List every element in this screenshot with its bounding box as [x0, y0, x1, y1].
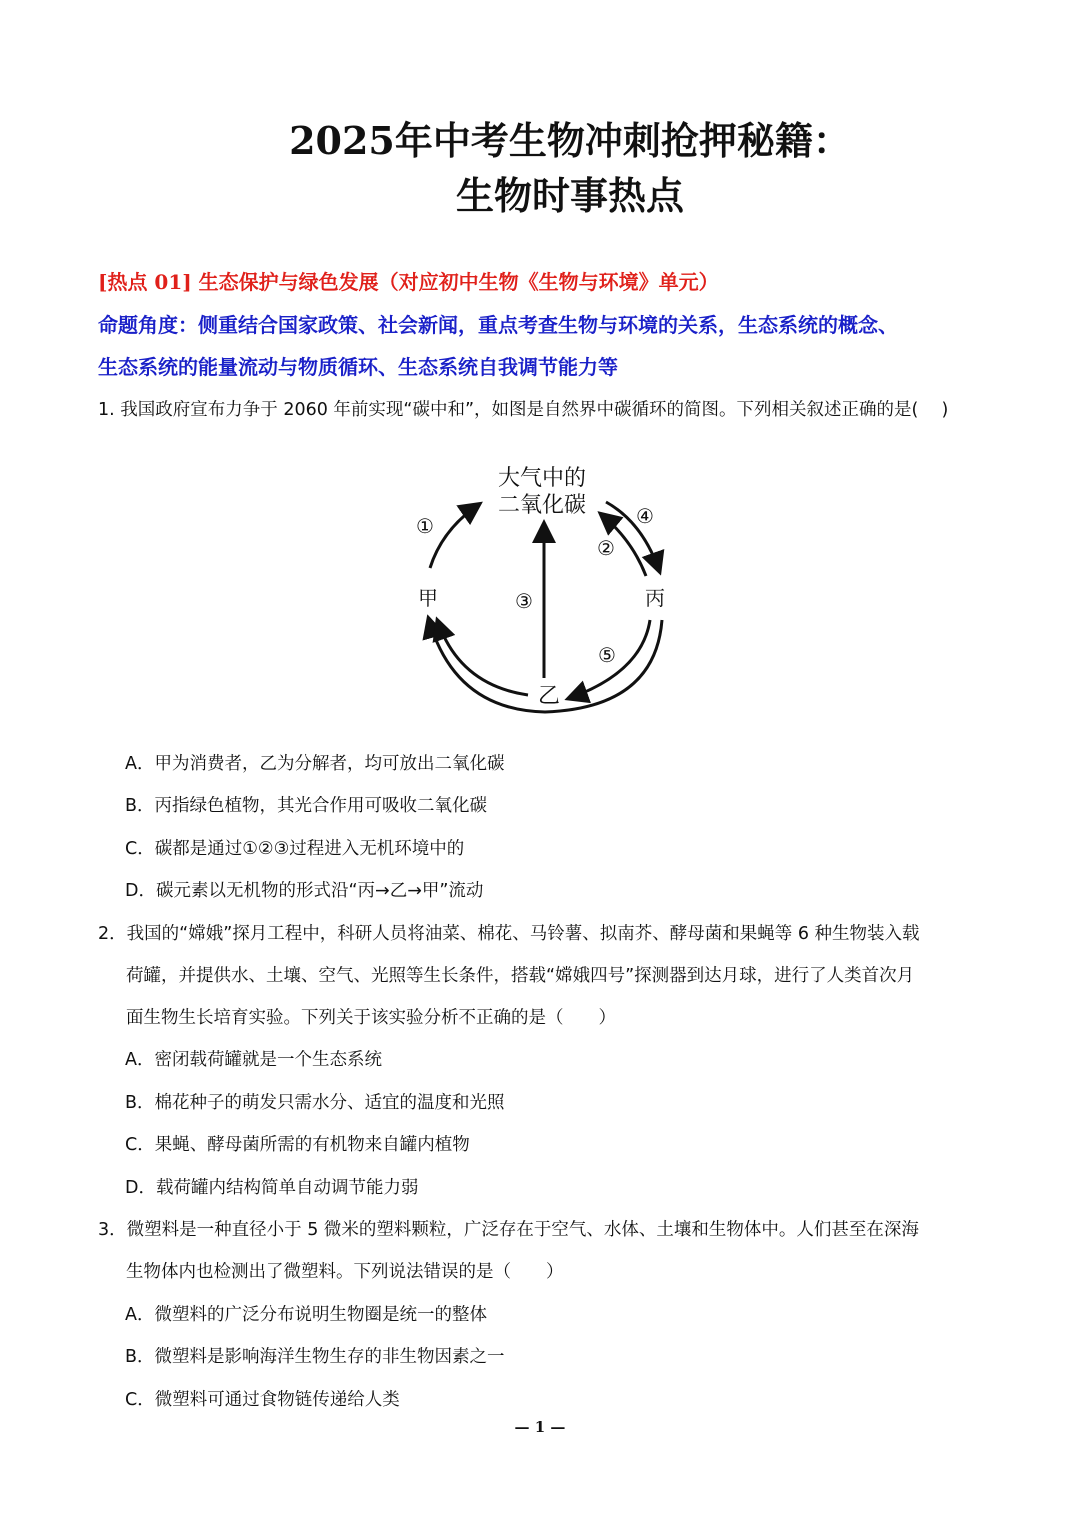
- co2-label-1: 大气中的: [498, 466, 587, 491]
- q1-option-d: D．碳元素以无机物的形式沿“丙→乙→甲”流动: [125, 881, 484, 901]
- label-4: ④: [636, 504, 654, 528]
- question-1-stem: 1. 我国政府宣布力争于 2060 年前实现“碳中和”，如图是自然界中碳循环的简图。下列相关叙述正确的是( ): [98, 400, 949, 420]
- label-2: ②: [597, 536, 615, 560]
- q2-line-2: 荷罐，并提供水、土壤、空气、光照等生长条件，搭载“嫦娥四号”探测器到达月球，进行了人类首次月: [126, 966, 915, 986]
- page-number: — 1 —: [514, 1418, 566, 1436]
- q2-line-3: 面生物生长培育实验。下列关于该实验分析不正确的是（ ）: [126, 1008, 616, 1028]
- title-line-1: 2025年中考生物冲刺抢押秘籍：: [289, 118, 851, 163]
- label-3: ③: [515, 589, 533, 613]
- arrow-yi-to-jia: [438, 622, 528, 695]
- arrow-1: [430, 505, 478, 568]
- q2-option-a: A．密闭载荷罐就是一个生态系统: [125, 1050, 382, 1070]
- q1-option-b: B．丙指绿色植物，其光合作用可吸收二氧化碳: [125, 796, 488, 816]
- q3-option-b: B．微塑料是影响海洋生物生存的非生物因素之一: [125, 1347, 505, 1367]
- q3-option-a: A．微塑料的广泛分布说明生物圈是统一的整体: [125, 1305, 487, 1325]
- q1-option-c: C．碳都是通过①②③过程进入无机环境中的: [125, 839, 465, 859]
- q3-option-c: C．微塑料可通过食物链传递给人类: [125, 1390, 400, 1410]
- q1-option-a: A．甲为消费者，乙为分解者，均可放出二氧化碳: [125, 754, 505, 774]
- jia-label: 甲: [418, 586, 438, 610]
- label-5: ⑤: [598, 643, 616, 667]
- q3-line-1: 3．微塑料是一种直径小于 5 微米的塑料颗粒，广泛存在于空气、水体、土壤和生物体中。人们甚至在深海: [98, 1220, 919, 1240]
- title-line-2: 生物时事热点: [455, 173, 684, 218]
- label-1: ①: [416, 514, 434, 538]
- q2-option-c: C．果蝇、酵母菌所需的有机物来自罐内植物: [125, 1135, 470, 1155]
- q2-option-d: D．载荷罐内结构简单自动调节能力弱: [125, 1178, 419, 1198]
- angle-line-1: 命题角度：侧重结合国家政策、社会新闻，重点考查生物与环境的关系，生态系统的概念、: [98, 313, 898, 337]
- q3-line-2: 生物体内也检测出了微塑料。下列说法错误的是（ ）: [126, 1262, 564, 1282]
- hotspot-heading: [热点 01] 生态保护与绿色发展（对应初中生物《生物与环境》单元）: [98, 270, 719, 294]
- yi-label: 乙: [538, 684, 561, 709]
- q2-line-1: 2．我国的“嫦娥”探月工程中，科研人员将油菜、棉花、马铃薯、拟南芥、酵母菌和果蝇等 6 种生物装入载: [98, 924, 920, 944]
- carbon-cycle-diagram: [400, 450, 690, 720]
- angle-line-2: 生态系统的能量流动与物质循环、生态系统自我调节能力等: [98, 355, 618, 379]
- bing-label: 丙: [645, 586, 665, 610]
- q2-option-b: B．棉花种子的萌发只需水分、适宜的温度和光照: [125, 1093, 505, 1113]
- co2-label-2: 二氧化碳: [498, 493, 587, 518]
